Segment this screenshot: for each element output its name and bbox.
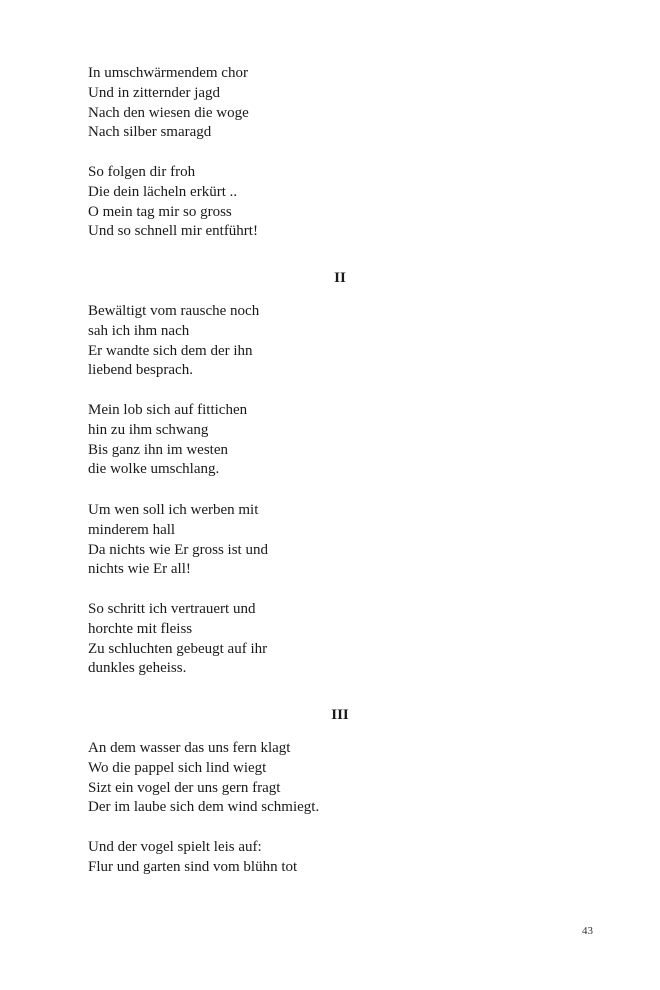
poem-line: minderem hall — [88, 521, 176, 538]
poem-line: Nach den wiesen die woge — [88, 104, 249, 121]
poem-line: Mein lob sich auf fittichen — [88, 402, 248, 418]
poem-line: Da nichts wie Er gross ist und — [88, 541, 268, 558]
poem-line: Sizt ein vogel der uns gern fragt — [88, 779, 281, 796]
poem-line: Die dein lächeln erkürt .. — [88, 183, 238, 200]
stanza — [88, 64, 249, 143]
poem-line: Bis ganz ihn im westen — [88, 441, 228, 458]
poem-line: Bewältigt vom rausche noch — [88, 303, 260, 319]
poem-line: Der im laube sich dem wind schmiegt. — [88, 799, 320, 816]
section-numeral-iii: III — [331, 707, 349, 723]
poem-line: liebend besprach. — [88, 362, 193, 379]
poem-line: Nach silber smaragd — [88, 124, 212, 141]
stanza — [88, 302, 259, 381]
poem-line: So schritt ich vertrauert und — [88, 601, 256, 617]
page-number: 43 — [582, 925, 593, 937]
section-numeral-ii: II — [334, 270, 346, 286]
poem-line: Wo die pappel sich lind wiegt — [88, 759, 267, 776]
poem-line: Um wen soll ich werben mit — [88, 502, 259, 518]
stanza — [88, 739, 319, 818]
stanza — [88, 163, 258, 242]
poem-line: Und in zitternder jagd — [88, 84, 221, 101]
poem-line: Flur und garten sind vom blühn tot — [88, 858, 298, 875]
poem-line: So folgen dir froh — [88, 164, 196, 180]
poem-line: dunkles geheiss. — [88, 660, 187, 677]
stanza — [88, 838, 297, 878]
poem-line: horchte mit fleiss — [88, 620, 193, 637]
poem-line: sah ich ihm nach — [88, 322, 190, 339]
poem-line: Und so schnell mir entführt! — [88, 223, 258, 240]
poem-line: nichts wie Er all! — [88, 561, 191, 578]
poem-line: In umschwärmendem chor — [88, 65, 248, 81]
poem-line: Zu schluchten gebeugt auf ihr — [88, 640, 268, 657]
stanza — [88, 401, 247, 480]
poem-line: Er wandte sich dem der ihn — [88, 342, 253, 359]
poem-line: hin zu ihm schwang — [88, 421, 209, 438]
poem-line: O mein tag mir so gross — [88, 203, 232, 220]
poem-line: Und der vogel spielt leis auf: — [88, 839, 262, 855]
poem-line: die wolke umschlang. — [88, 461, 220, 478]
stanza — [88, 600, 267, 679]
poem-line: An dem wasser das uns fern klagt — [88, 740, 291, 756]
stanza — [88, 501, 268, 580]
